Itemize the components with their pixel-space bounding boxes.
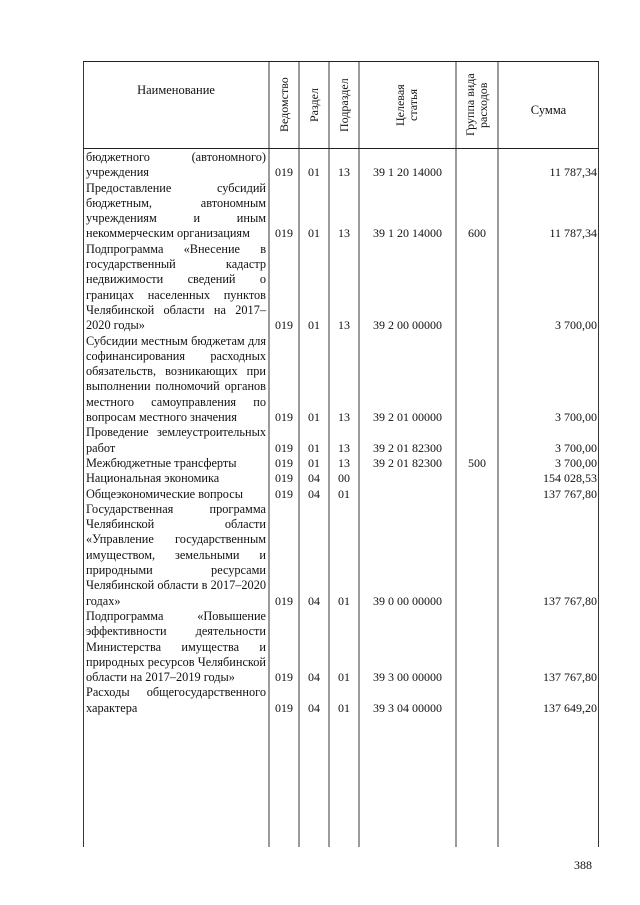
table-row	[83, 487, 599, 502]
razdel-cell: 04	[308, 471, 320, 486]
table-row	[83, 242, 599, 334]
summa-cell: 137 767,80	[543, 670, 597, 685]
podrazdel-cell: 01	[338, 593, 350, 608]
vedomstvo-cell: 019	[275, 226, 293, 241]
header-gruppa-line2: расходов	[476, 82, 490, 128]
celevaya-statya-cell: 39 2 01 82300	[373, 440, 442, 455]
header-celevaya-line1: Целевая	[393, 84, 407, 126]
row-name: Проведение землеустроительных работ	[86, 425, 266, 455]
budget-table	[83, 61, 599, 847]
razdel-cell: 04	[308, 593, 320, 608]
vedomstvo-cell: 019	[275, 700, 293, 715]
podrazdel-cell: 13	[338, 440, 350, 455]
celevaya-statya-cell: 39 2 00 00000	[373, 318, 442, 333]
row-name: Расходы общегосударственного характера	[86, 685, 266, 715]
summa-cell: 3 700,00	[555, 440, 597, 455]
header-vedomstvo: Ведомство	[277, 77, 291, 133]
header-name: Наименование	[137, 83, 215, 97]
celevaya-statya-cell: 39 3 04 00000	[373, 700, 442, 715]
summa-cell: 3 700,00	[555, 410, 597, 425]
table-row	[83, 609, 599, 685]
podrazdel-cell: 00	[338, 471, 350, 486]
podrazdel-cell: 13	[338, 226, 350, 241]
podrazdel-cell: 13	[338, 410, 350, 425]
razdel-cell: 01	[308, 165, 320, 180]
table-row	[83, 502, 599, 609]
table-body	[83, 150, 599, 716]
row-name: Межбюджетные трансферты	[86, 455, 237, 470]
vedomstvo-cell: 019	[275, 670, 293, 685]
table-row	[83, 425, 599, 456]
vedomstvo-cell: 019	[275, 318, 293, 333]
podrazdel-cell: 01	[338, 700, 350, 715]
row-name: бюджетного (автономного) учреждения	[86, 150, 266, 180]
celevaya-statya-cell: 39 3 00 00000	[373, 670, 442, 685]
table-row	[83, 471, 599, 486]
gruppa-cell: 600	[468, 226, 486, 241]
celevaya-statya-cell: 39 0 00 00000	[373, 593, 442, 608]
razdel-cell: 04	[308, 700, 320, 715]
row-name: Подпрограмма «Повышение эффективности деятельности Министерства имущества и природных ресурсов Челябинской области на 2017–2019 годы»	[86, 608, 266, 685]
row-name: Субсидии местным бюджетам для софинансирования расходных обязательств, возникающих при выполнении полномочий органов местного самоуправления по вопросам местного значения	[86, 333, 266, 425]
podrazdel-cell: 01	[338, 670, 350, 685]
row-name: Подпрограмма «Внесение в государственный кадастр недвижимости сведений о границах населенных пунктов Челябинской области на 2017–2020 годы»	[86, 241, 266, 333]
podrazdel-cell: 13	[338, 318, 350, 333]
table-row	[83, 334, 599, 426]
header-gruppa-vida-rashodov	[464, 65, 490, 145]
row-name: Предоставление субсидий бюджетным, автономным учреждениям и иным некоммерческим организациям	[86, 180, 266, 241]
razdel-cell: 01	[308, 226, 320, 241]
summa-cell: 137 767,80	[543, 486, 597, 501]
row-name: Национальная экономика	[86, 471, 220, 486]
header-celevaya-statya	[394, 69, 420, 141]
header-gruppa-line1: Группа вида	[463, 73, 477, 137]
row-name: Государственная программа Челябинской области «Управление государственным имуществом, земельными и природными ресурсами Челябинской области в 2017–2020 годах»	[86, 501, 266, 608]
razdel-cell: 04	[308, 486, 320, 501]
podrazdel-cell: 13	[338, 455, 350, 470]
summa-cell: 3 700,00	[555, 455, 597, 470]
gruppa-cell: 500	[468, 455, 486, 470]
vedomstvo-cell: 019	[275, 440, 293, 455]
vedomstvo-cell: 019	[275, 471, 293, 486]
summa-cell: 3 700,00	[555, 318, 597, 333]
celevaya-statya-cell: 39 2 01 00000	[373, 410, 442, 425]
razdel-cell: 01	[308, 410, 320, 425]
table-row	[83, 181, 599, 242]
celevaya-statya-cell: 39 1 20 14000	[373, 226, 442, 241]
summa-cell: 11 787,34	[549, 165, 597, 180]
celevaya-statya-cell: 39 1 20 14000	[373, 165, 442, 180]
vedomstvo-cell: 019	[275, 455, 293, 470]
razdel-cell: 01	[308, 440, 320, 455]
summa-cell: 137 767,80	[543, 593, 597, 608]
celevaya-statya-cell: 39 2 01 82300	[373, 455, 442, 470]
summa-cell: 154 028,53	[543, 471, 597, 486]
header-podrazdel: Подраздел	[337, 78, 351, 132]
summa-cell: 137 649,20	[543, 700, 597, 715]
vedomstvo-cell: 019	[275, 593, 293, 608]
vedomstvo-cell: 019	[275, 486, 293, 501]
vedomstvo-cell: 019	[275, 410, 293, 425]
summa-cell: 11 787,34	[549, 226, 597, 241]
razdel-cell: 04	[308, 670, 320, 685]
header-summa: Сумма	[530, 103, 567, 117]
vedomstvo-cell: 019	[275, 165, 293, 180]
razdel-cell: 01	[308, 318, 320, 333]
table-row	[83, 456, 599, 471]
podrazdel-cell: 13	[338, 165, 350, 180]
table-row	[83, 150, 599, 181]
podrazdel-cell: 01	[338, 486, 350, 501]
page-number: 388	[574, 858, 592, 872]
row-name: Общеэкономические вопросы	[86, 486, 243, 501]
header-razdel: Раздел	[307, 88, 321, 122]
razdel-cell: 01	[308, 455, 320, 470]
header-celevaya-line2: статья	[406, 89, 420, 121]
table-row	[83, 685, 599, 716]
